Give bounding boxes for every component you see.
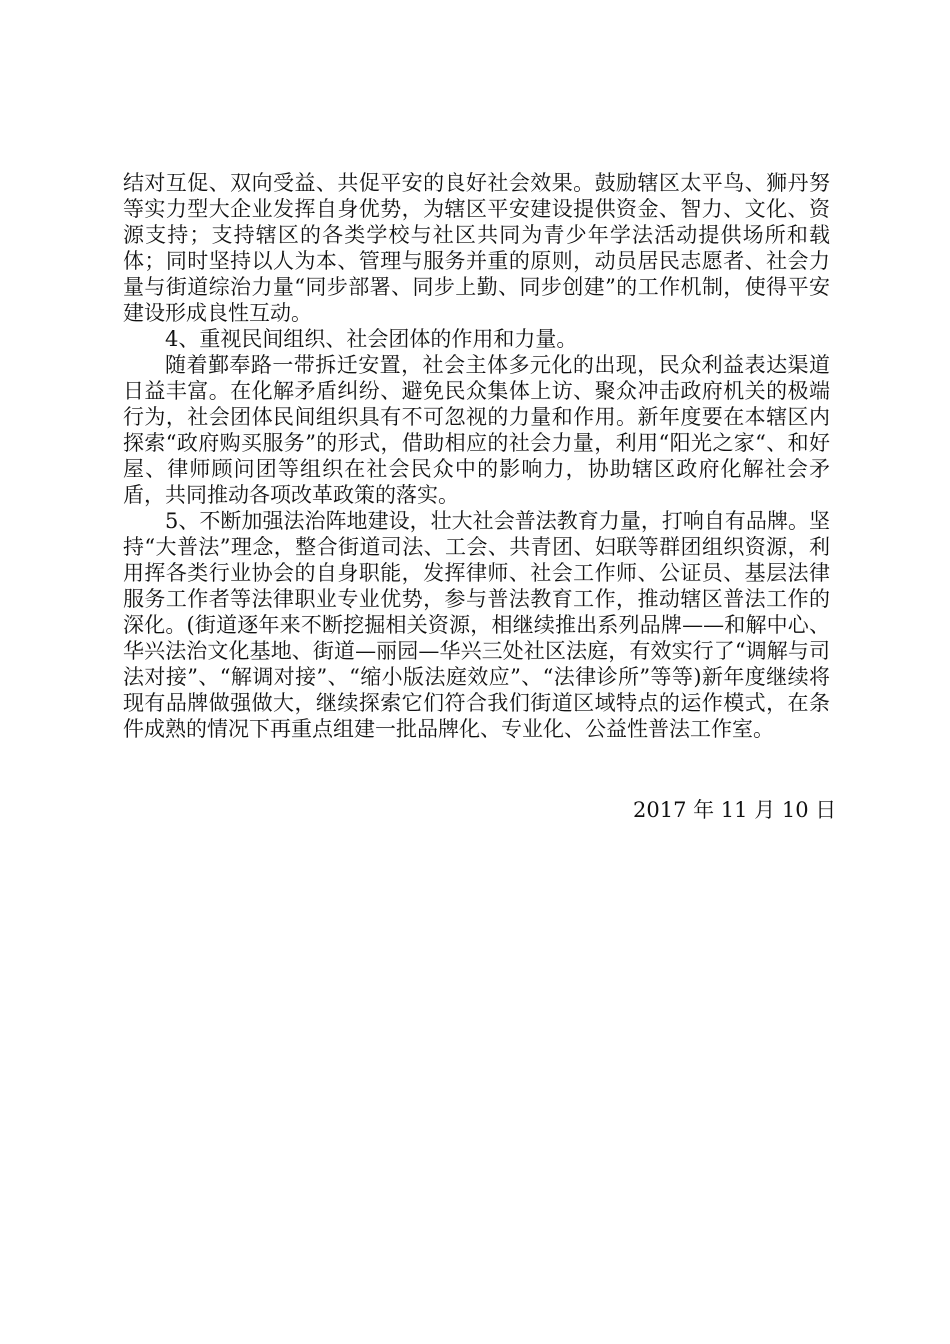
- document-date: 2017 年 11 月 10 日: [633, 798, 837, 822]
- paragraph-community-cooperation: 结对互促、双向受益、共促平安的良好社会效果。鼓励辖区太平鸟、狮丹努等实力型大企业发挥自身优势，为辖区平安建设提供资金、智力、文化、资源支持；支持辖区的各类学校与社区共同为青少年学法活动提供场所和载体；同时坚持以人为本、管理与服务并重的原则，动员居民志愿者、社会力量与街道综治力量“同步部署、同步上勤、同步创建”的工作机制，使得平安建设形成良性互动。: [123, 171, 830, 325]
- paragraph-legal-education: 5、不断加强法治阵地建设，壮大社会普法教育力量，打响自有品牌。坚持“大普法”理念，整合街道司法、工会、共青团、妇联等群团组织资源，利用挥各类行业协会的自身职能，发挥律师、社会工作师、公证员、基层法律服务工作者等法律职业专业优势，参与普法教育工作，推动辖区普法工作的深化。(街道逐年来不断挖掘相关资源，相继续推出系列品牌——和解中心、华兴法治文化基地、街道—丽园—华兴三处社区法庭，有效实行了“调解与司法对接”、“解调对接”、“缩小版法庭效应”、“法律诊所”等等)新年度继续将现有品牌做强做大，继续探索它们符合我们街道区域特点的运作模式，在条件成熟的情况下再重点组建一批品牌化、专业化、公益性普法工作室。: [123, 509, 830, 741]
- document-body: [123, 170, 830, 742]
- paragraph-heading-4: 4、重视民间组织、社会团体的作用和力量。: [165, 327, 578, 351]
- paragraph-social-organizations: 随着鄞奉路一带拆迁安置，社会主体多元化的出现，民众利益表达渠道日益丰富。在化解矛盾纠纷、避免民众集体上访、聚众冲击政府机关的极端行为，社会团体民间组织具有不可忽视的力量和作用。新年度要在本辖区内探索“政府购买服务”的形式，借助相应的社会力量，利用“阳光之家“、和好屋、律师顾问团等组织在社会民众中的影响力，协助辖区政府化解社会矛盾，共同推动各项改革政策的落实。: [123, 353, 830, 507]
